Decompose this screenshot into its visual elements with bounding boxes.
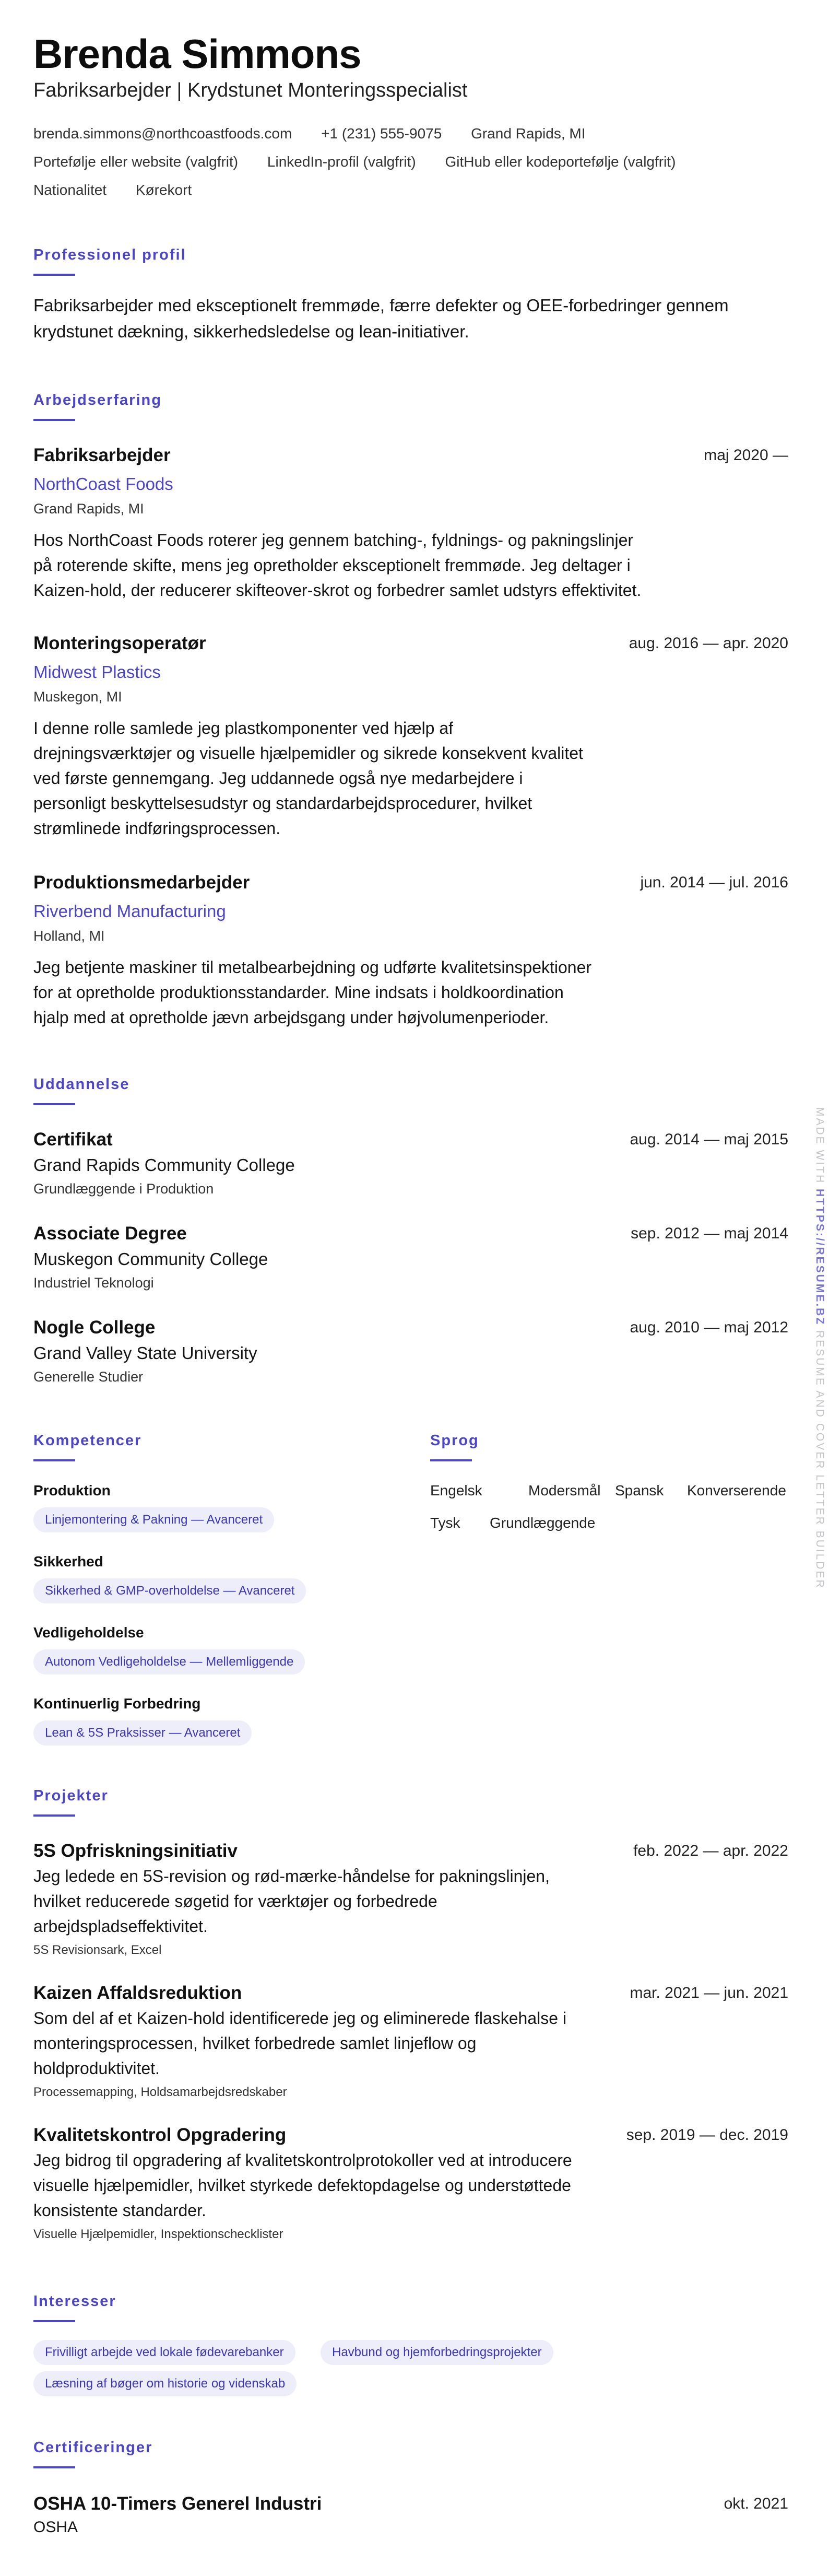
job-title: Fabriksarbejder	[33, 445, 171, 465]
interest-pill: Havbund og hjemforbedringsprojekter	[321, 2340, 553, 2365]
portfolio-link[interactable]: Portefølje eller website (valgfrit)	[33, 154, 239, 170]
certification-name: OSHA 10-Timers Generel Industri	[33, 2493, 322, 2514]
education-field: Grundlæggende i Produktion	[33, 1181, 214, 1197]
project-tools: Visuelle Hjælpemidler, Inspektionschecklister	[33, 2227, 283, 2241]
project-description-line: Jeg bidrog til opgradering af kvalitetskontrolprotokoller ved at introducere	[33, 2151, 572, 2170]
linkedin-link[interactable]: LinkedIn-profil (valgfrit)	[267, 154, 416, 170]
certifications-section-title: Certificeringer	[33, 2439, 153, 2456]
project-tools: Processemapping, Holdsamarbejdsredskaber	[33, 2085, 287, 2099]
github-link[interactable]: GitHub eller kodeportefølje (valgfrit)	[445, 154, 676, 170]
email-link[interactable]: brenda.simmons@northcoastfoods.com	[33, 125, 292, 142]
job-company: NorthCoast Foods	[33, 474, 173, 494]
job-description-line: personligt beskyttelsesudstyr og standardarbejdsprocedurer, hvilket	[33, 794, 532, 813]
project-date: sep. 2019 — dec. 2019	[626, 2126, 788, 2144]
skill-pill: Lean & 5S Praksisser — Avanceret	[33, 1720, 252, 1746]
watermark-text	[813, 1107, 826, 1589]
skill-pill: Autonom Vedligeholdelse — Mellemliggende	[33, 1649, 305, 1675]
section-divider	[33, 2320, 75, 2322]
job-title: Monteringsoperatør	[33, 633, 206, 653]
section-divider	[430, 1459, 472, 1461]
job-description-line: I denne rolle samlede jeg plastkomponenter ved hjælp af	[33, 719, 454, 737]
profile-line: Fabriksarbejder med eksceptionelt fremmøde, færre defekter og OEE-forbedringer gennem	[33, 296, 729, 315]
skill-category: Kontinuerlig Forbedring	[33, 1695, 201, 1712]
section-divider	[33, 1103, 75, 1105]
skill-pill: Linjemontering & Pakning — Avanceret	[33, 1507, 274, 1532]
certification-issuer: OSHA	[33, 2519, 78, 2536]
projects-section-title: Projekter	[33, 1787, 109, 1804]
section-divider	[33, 1814, 75, 1817]
profile-section-title: Professionel profil	[33, 247, 186, 263]
language-name: Engelsk	[430, 1482, 482, 1498]
job-description-line: Jeg betjente maskiner til metalbearbejdning og udførte kvalitetsinspektioner	[33, 958, 592, 977]
project-description-line: Jeg ledede en 5S-revision og rød-mærke-håndelse for pakningslinjen,	[33, 1867, 550, 1886]
extra-row	[33, 181, 217, 200]
language-level: Konverserende	[687, 1482, 786, 1498]
language-level: Grundlæggende	[490, 1515, 596, 1531]
job-description-line: hjalp med at opretholde jævn arbejdsgang under højvolumenperioder.	[33, 1008, 549, 1027]
education-school: Grand Valley State University	[33, 1343, 257, 1363]
project-tools: 5S Revisionsark, Excel	[33, 1943, 162, 1957]
project-name: Kaizen Affaldsreduktion	[33, 1983, 242, 2003]
watermark-prefix: MADE WITH	[814, 1107, 826, 1185]
education-date: sep. 2012 — maj 2014	[631, 1225, 788, 1242]
section-divider	[33, 274, 75, 276]
candidate-headline: Fabriksarbejder | Krydstunet Monteringsspecialist	[33, 79, 468, 101]
project-name: Kvalitetskontrol Opgradering	[33, 2125, 287, 2145]
profile-line: krydstunet dækning, sikkerhedsledelse og lean-initiativer.	[33, 322, 469, 341]
job-date: maj 2020 —	[704, 447, 788, 464]
interests-section-title: Interesser	[33, 2293, 116, 2310]
language-name: Spansk	[615, 1482, 664, 1498]
education-school: Muskegon Community College	[33, 1249, 268, 1269]
education-date: aug. 2014 — maj 2015	[630, 1131, 788, 1148]
job-location: Grand Rapids, MI	[33, 501, 144, 517]
job-description-line: Kaizen-hold, der reducerer skifteover-skrot og forbedrer samlet udstyrs effektivitet.	[33, 581, 642, 600]
job-description-line: for at opretholde produktionsstandarder. Mine indsats i holdkoordination	[33, 983, 564, 1002]
education-degree: Certifikat	[33, 1129, 113, 1150]
job-description-line: strømlinede indføringsprocessen.	[33, 819, 281, 838]
skill-category: Vedligeholdelse	[33, 1624, 144, 1641]
interest-pill: Læsning af bøger om historie og videnskab	[33, 2371, 297, 2396]
certification-date: okt. 2021	[724, 2495, 788, 2512]
watermark-link[interactable]: HTTPS://RESUME.BZ	[814, 1189, 826, 1326]
education-date: aug. 2010 — maj 2012	[630, 1319, 788, 1336]
job-title: Produktionsmedarbejder	[33, 872, 250, 893]
job-date: aug. 2016 — apr. 2020	[629, 635, 788, 652]
project-description-line: arbejdspladseffektivitet.	[33, 1917, 208, 1936]
education-field: Industriel Teknologi	[33, 1275, 154, 1291]
education-section-title: Uddannelse	[33, 1076, 130, 1093]
watermark	[812, 1107, 828, 1589]
job-location: Holland, MI	[33, 928, 105, 944]
education-degree: Associate Degree	[33, 1223, 187, 1244]
project-description-line: visuelle hjælpemidler, hvilket styrkede defektopdagelse og understøttede	[33, 2176, 571, 2195]
links-row	[33, 153, 701, 171]
project-date: feb. 2022 — apr. 2022	[633, 1842, 788, 1859]
skills-section-title: Kompetencer	[33, 1432, 142, 1449]
section-divider	[33, 419, 75, 421]
license-text: Kørekort	[135, 182, 192, 198]
language-level: Modersmål	[528, 1482, 601, 1498]
job-company: Midwest Plastics	[33, 662, 161, 682]
job-description-line: Hos NorthCoast Foods roterer jeg gennem batching-, fyldnings- og pakningslinjer	[33, 531, 634, 549]
project-description-line: monteringsprocessen, hvilket forbedrede samlet linjeflow og	[33, 2034, 477, 2053]
job-location: Muskegon, MI	[33, 689, 122, 705]
phone-text: +1 (231) 555-9075	[321, 125, 442, 142]
watermark-suffix: RESUME AND COVER LETTER BUILDER	[814, 1330, 826, 1589]
skill-pill: Sikkerhed & GMP-overholdelse — Avanceret	[33, 1578, 306, 1603]
location-text: Grand Rapids, MI	[471, 125, 586, 142]
project-name: 5S Opfriskningsinitiativ	[33, 1841, 238, 1861]
project-description-line: Som del af et Kaizen-hold identificerede jeg og eliminerede flaskehalse i	[33, 2009, 567, 2028]
candidate-name: Brenda Simmons	[33, 31, 361, 77]
job-company: Riverbend Manufacturing	[33, 901, 226, 921]
nationality-text: Nationalitet	[33, 182, 107, 198]
project-description-line: konsistente standarder.	[33, 2201, 206, 2220]
skill-category: Produktion	[33, 1482, 111, 1498]
education-field: Generelle Studier	[33, 1369, 144, 1385]
education-school: Grand Rapids Community College	[33, 1155, 295, 1175]
job-date: jun. 2014 — jul. 2016	[640, 874, 788, 891]
job-description-line: ved første gennemgang. Jeg uddannede også nye medarbejdere i	[33, 769, 523, 788]
section-divider	[33, 2466, 75, 2468]
experience-section-title: Arbejdserfaring	[33, 392, 162, 408]
project-date: mar. 2021 — jun. 2021	[630, 1984, 788, 2001]
contact-row	[33, 124, 611, 143]
job-description-line: drejningsværktøjer og visuelle hjælpemidler og sikrede konsekvent kvalitet	[33, 744, 583, 763]
languages-section-title: Sprog	[430, 1432, 479, 1449]
project-description-line: hvilket reducerede søgetid for værktøjer og forbedrede	[33, 1892, 437, 1911]
skill-category: Sikkerhed	[33, 1553, 103, 1570]
project-description-line: holdproduktivitet.	[33, 2059, 160, 2078]
interest-pill: Frivilligt arbejde ved lokale fødevarebanker	[33, 2340, 295, 2365]
job-description-line: på roterende skifte, mens jeg opretholder eksceptionelt fremmøde. Jeg deltager i	[33, 556, 631, 575]
language-name: Tysk	[430, 1515, 460, 1531]
section-divider	[33, 1459, 75, 1461]
education-degree: Nogle College	[33, 1317, 156, 1338]
